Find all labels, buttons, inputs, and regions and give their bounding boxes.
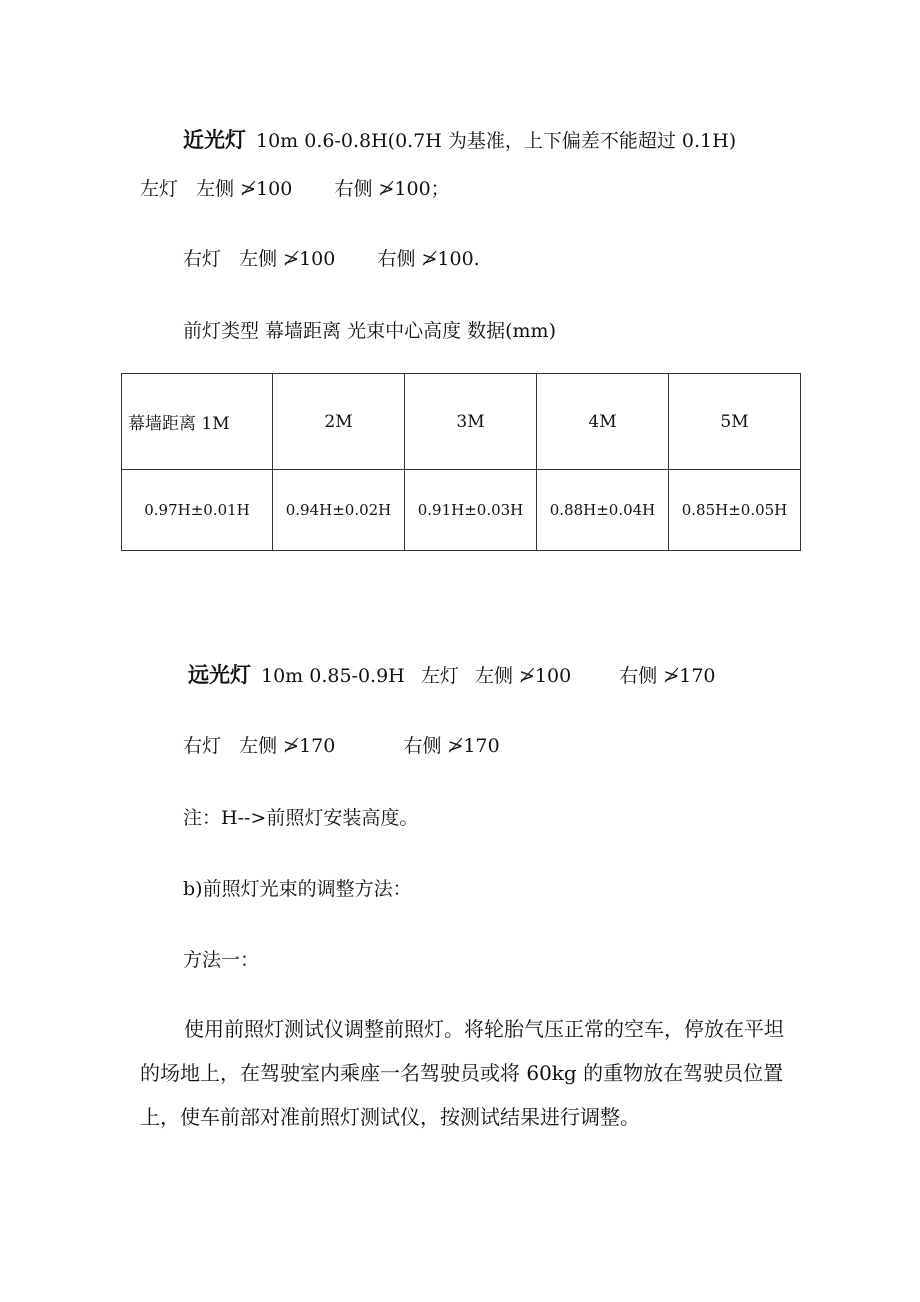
low-beam-heading-line (183, 124, 736, 154)
high-beam-right-lamp-right: 右侧 ≯170 (403, 735, 500, 757)
table-row (122, 470, 801, 551)
high-beam-heading: 远光灯 (188, 662, 251, 687)
method-one-paragraph (140, 1007, 790, 1139)
table-caption: 前灯类型 幕墙距离 光束中心高度 数据(mm) (183, 320, 556, 342)
low-beam-left-lamp-left: 左侧 ≯100 (196, 178, 293, 200)
high-beam-right-lamp-left: 左侧 ≯170 (239, 735, 336, 757)
paragraph-text: 使用前照灯测试仪调整前照灯。将轮胎气压正常的空车，停放在平坦的场地上，在驾驶室内乘座一名驾驶员或将 60kg 的重物放在驾驶员位置上，使车前部对准前照灯测试仪，按测试结果进行调整。 (140, 1017, 784, 1129)
high-beam-left-lamp-label: 左灯 (420, 665, 459, 687)
low-beam-spec: 10m 0.6-0.8H(0.7H 为基准，上下偏差不能超过 0.1H) (256, 130, 737, 152)
low-beam-right-lamp-left: 左侧 ≯100 (239, 248, 336, 270)
table-header-cell: 4M (537, 374, 669, 470)
low-beam-right-lamp-right: 右侧 ≯100. (377, 248, 480, 270)
table-value-cell: 0.97H±0.01H (122, 470, 273, 551)
low-beam-right-lamp-line (183, 244, 480, 271)
table-header-cell: 5M (669, 374, 801, 470)
low-beam-left-lamp-line (140, 174, 450, 201)
table-value-cell: 0.85H±0.05H (669, 470, 801, 551)
low-beam-left-lamp-label: 左灯 (140, 178, 179, 200)
high-beam-left-lamp-right: 右侧 ≯170 (619, 665, 716, 687)
table-value-cell: 0.88H±0.04H (537, 470, 669, 551)
table-header-cell: 2M (273, 374, 405, 470)
table-value-cell: 0.91H±0.03H (405, 470, 537, 551)
section-b-heading: b)前照灯光束的调整方法： (183, 878, 412, 900)
table-header-cell: 幕墙距离 1M (122, 374, 273, 470)
table-header-row (122, 374, 801, 470)
high-beam-right-lamp-label: 右灯 (183, 735, 222, 757)
note-text: 注：H-->前照灯安装高度。 (183, 807, 419, 829)
method-one-heading: 方法一： (183, 949, 260, 971)
low-beam-right-lamp-label: 右灯 (183, 248, 222, 270)
high-beam-right-lamp-line (183, 731, 500, 758)
low-beam-left-lamp-right: 右侧 ≯100； (334, 178, 450, 200)
high-beam-left-lamp-left: 左侧 ≯100 (474, 665, 572, 687)
high-beam-heading-line (188, 659, 716, 689)
beam-height-table (121, 373, 801, 551)
low-beam-heading: 近光灯 (183, 127, 246, 152)
table-header-cell: 3M (405, 374, 537, 470)
high-beam-spec: 10m 0.85-0.9H (261, 665, 405, 687)
table-value-cell: 0.94H±0.02H (273, 470, 405, 551)
